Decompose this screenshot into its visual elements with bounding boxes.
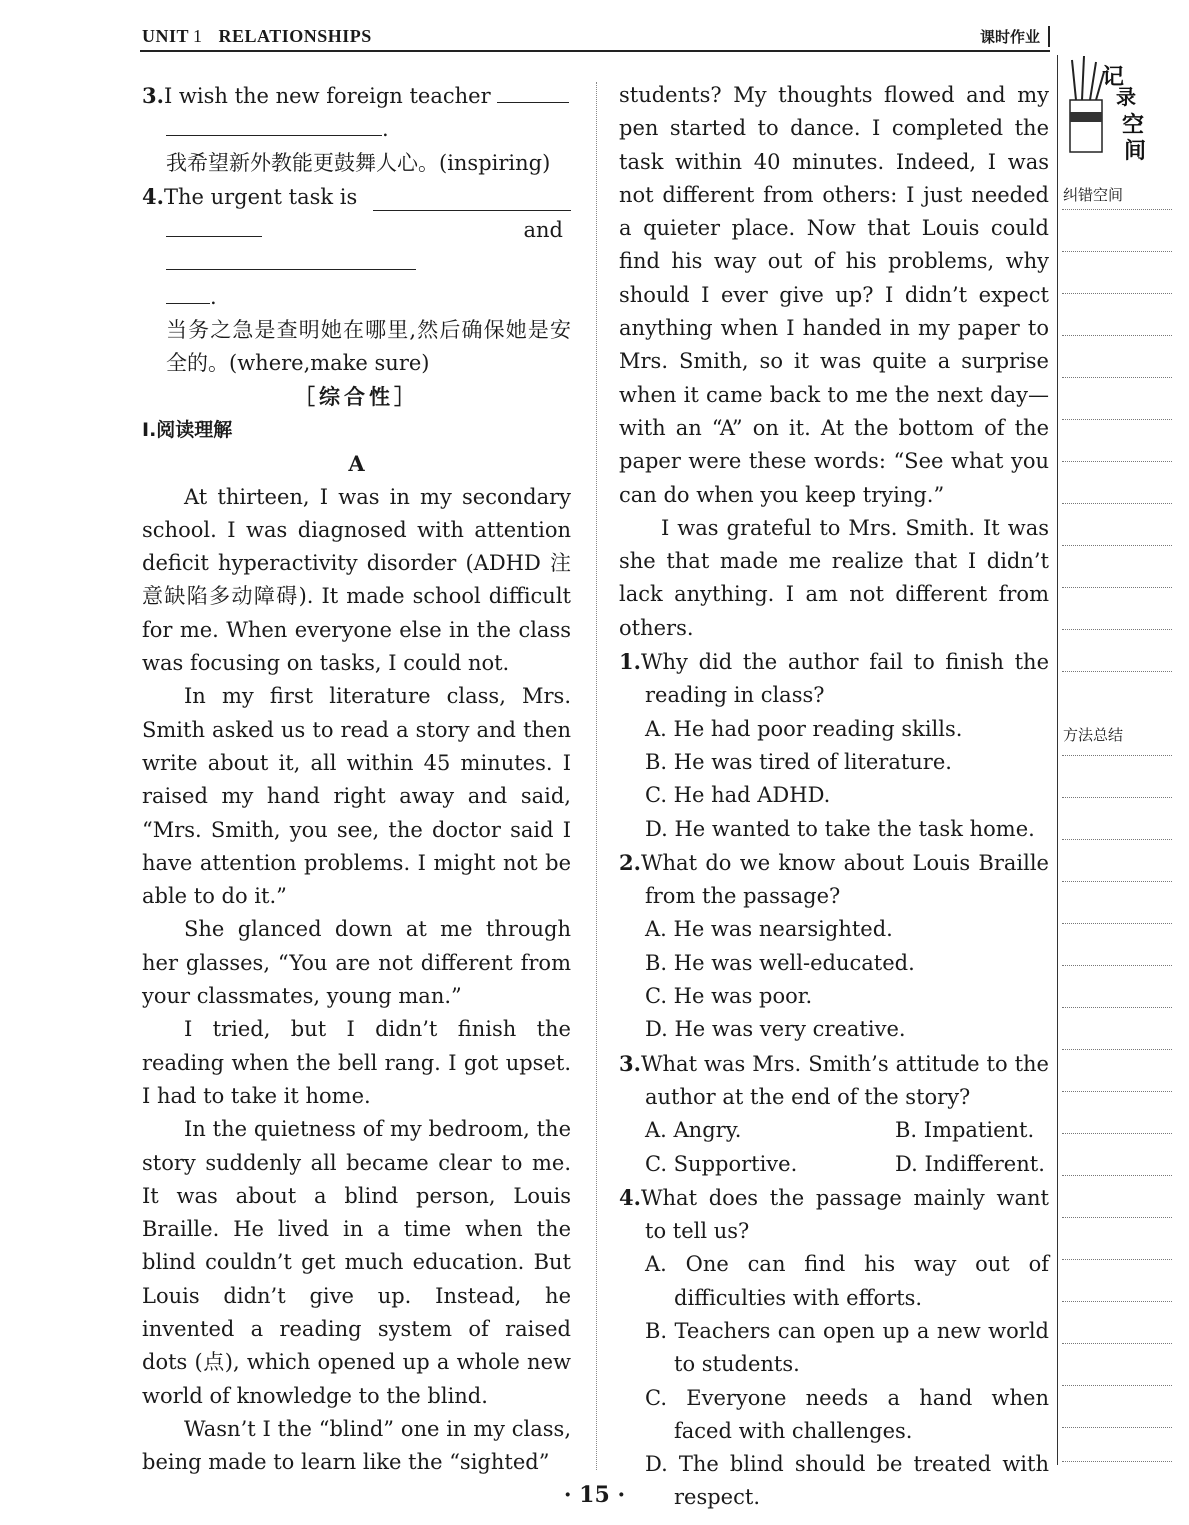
option-row (619, 1114, 1049, 1147)
option[interactable]: C. He had ADHD. (645, 783, 831, 808)
translation-question-3 (142, 79, 571, 113)
answer-line (142, 113, 571, 146)
option[interactable]: D. The blind should be treated with respect. (645, 1452, 1049, 1510)
reading-question-3 (619, 1047, 1049, 1181)
passage-paragraph: She glanced down at me through her glasses, “You are not different from your classmates, young man.” (142, 917, 571, 1009)
method-summary-label: 方法总结 (1063, 726, 1124, 744)
answer-blank[interactable] (166, 283, 210, 304)
option[interactable]: A. Angry. (645, 1118, 742, 1143)
question-number: 1. (619, 649, 641, 675)
option[interactable]: A. He was nearsighted. (645, 917, 893, 942)
option[interactable]: A. One can find his way out of difficulties with efforts. (645, 1252, 1049, 1310)
question-stem: What does the passage mainly want to tell us? (640, 1185, 1049, 1244)
question-stem: What was Mrs. Smith’s attitude to the author at the end of the story? (640, 1051, 1049, 1109)
right-column (619, 79, 1049, 1515)
answer-blank[interactable] (373, 190, 571, 211)
chinese-prompt: 当务之急是查明她在哪里,然后确保她是安全的。(where,make sure) (166, 318, 571, 376)
option[interactable]: C. He was poor. (645, 984, 813, 1009)
connector-and: and (523, 218, 563, 243)
error-notes-label: 纠错空间 (1063, 186, 1124, 204)
reading-question-1 (619, 645, 1049, 846)
option[interactable]: B. Teachers can open up a new world to students. (645, 1318, 1049, 1377)
logo-char-1: 记 (1102, 65, 1125, 90)
option[interactable]: D. He wanted to take the task home. (645, 816, 1035, 841)
reading-title: Ⅰ.阅读理解 (142, 418, 233, 441)
question-number: 3. (142, 83, 164, 108)
page-number: · 15 · (563, 1482, 626, 1508)
chinese-prompt: 我希望新外教能更鼓舞人心。(inspiring) (166, 150, 551, 175)
reading-question-4 (619, 1181, 1049, 1515)
question-number: 4. (142, 183, 164, 209)
question-number: 2. (619, 849, 641, 875)
punctuation: . (210, 284, 217, 309)
answer-blank[interactable] (166, 216, 262, 237)
passage-paragraph: students? My thoughts flowed and my pen started to dance. I completed the task within 40 minutes. Indeed, I was not different from others: I just needed a quieter place. Now that Louis could find his way out of his problems, why should I ever give up? I didn’t expect anything when I handed in my paper to Mrs. Smith, so it was quite a surprise when it came back to me the next day—with an “A” on it. At the bottom of the paper were these words: “See what you can do when you keep trying.” (619, 83, 1049, 507)
unit-name: RELATIONSHIPS (218, 26, 372, 46)
homework-tag: 课时作业 (976, 26, 1050, 47)
logo-char-2: 录 (1116, 85, 1136, 109)
option[interactable]: B. He was well-educated. (645, 950, 915, 975)
passage-paragraph: Wasn’t I the “blind” one in my class, being made to learn like the “sighted” (142, 1416, 571, 1475)
option[interactable]: B. Impatient. (895, 1118, 1035, 1143)
unit-number: 1 (193, 26, 203, 46)
option[interactable]: A. He had poor reading skills. (645, 716, 963, 741)
logo-char-4: 间 (1124, 139, 1147, 162)
question-stem: Why did the author fail to finish the reading in class? (640, 650, 1049, 708)
passage-paragraph: I was grateful to Mrs. Smith. It was she that made me realize that I didn’t lack anything. I am not different from others. (619, 515, 1049, 640)
section-title: ［综合性］ (294, 384, 419, 409)
unit-label: UNIT (142, 26, 190, 46)
notes-space-logo (1062, 54, 1152, 162)
question-stem: I wish the new foreign teacher (163, 84, 491, 108)
reading-question-2 (619, 846, 1049, 1047)
option-row (619, 1148, 1049, 1181)
unit-title (142, 26, 372, 47)
question-number: 3. (619, 1050, 641, 1076)
translation-question-4 (142, 180, 571, 214)
passage-paragraph: At thirteen, I was in my secondary school. I was diagnosed with attention deficit hyperactivity disorder (ADHD 注意缺陷多动障碍). It made school difficult for me. When everyone else in the class was focusing on tasks, I could not. (142, 484, 571, 676)
answer-blank[interactable] (166, 249, 416, 270)
left-column (142, 79, 571, 1479)
question-number: 4. (619, 1184, 641, 1210)
option[interactable]: D. He was very creative. (645, 1017, 906, 1042)
option[interactable]: B. He was tired of literature. (645, 749, 952, 774)
punctuation: . (382, 117, 389, 142)
passage-paragraph: In my first literature class, Mrs. Smith asked us to read a story and then write about it, all within 45 minutes. I raised my hand right away and said, “Mrs. Smith, you see, the doctor said I have attention problems. I might not be able to do it.” (142, 684, 571, 909)
option[interactable]: D. Indifferent. (895, 1151, 1045, 1176)
question-stem: What do we know about Louis Braille from the passage? (640, 850, 1049, 909)
answer-blank[interactable] (497, 82, 569, 103)
passage-paragraph: In the quietness of my bedroom, the story suddenly all became clear to me. It was about a blind person, Louis Braille. He lived in a time when the blind couldn’t get much education. But Louis didn’t give up. Instead, he invented a reading system of raised dots (点), which opened up a whole new world of knowledge to the blind. (142, 1117, 571, 1408)
answer-blank[interactable] (166, 115, 382, 136)
option[interactable]: C. Supportive. (645, 1151, 798, 1176)
margin-divider (1057, 55, 1058, 1465)
question-stem: The urgent task is (163, 184, 358, 209)
answer-line (142, 214, 571, 281)
passage-label: A (348, 451, 365, 477)
answer-line (142, 281, 571, 314)
option[interactable]: C. Everyone needs a hand when faced with challenges. (645, 1385, 1049, 1443)
passage-paragraph: I tried, but I didn’t finish the reading when the bell rang. I got upset. I had to take it home. (142, 1017, 571, 1108)
column-divider (596, 82, 597, 1470)
logo-char-3: 空 (1122, 113, 1145, 138)
page-header (140, 24, 1050, 52)
